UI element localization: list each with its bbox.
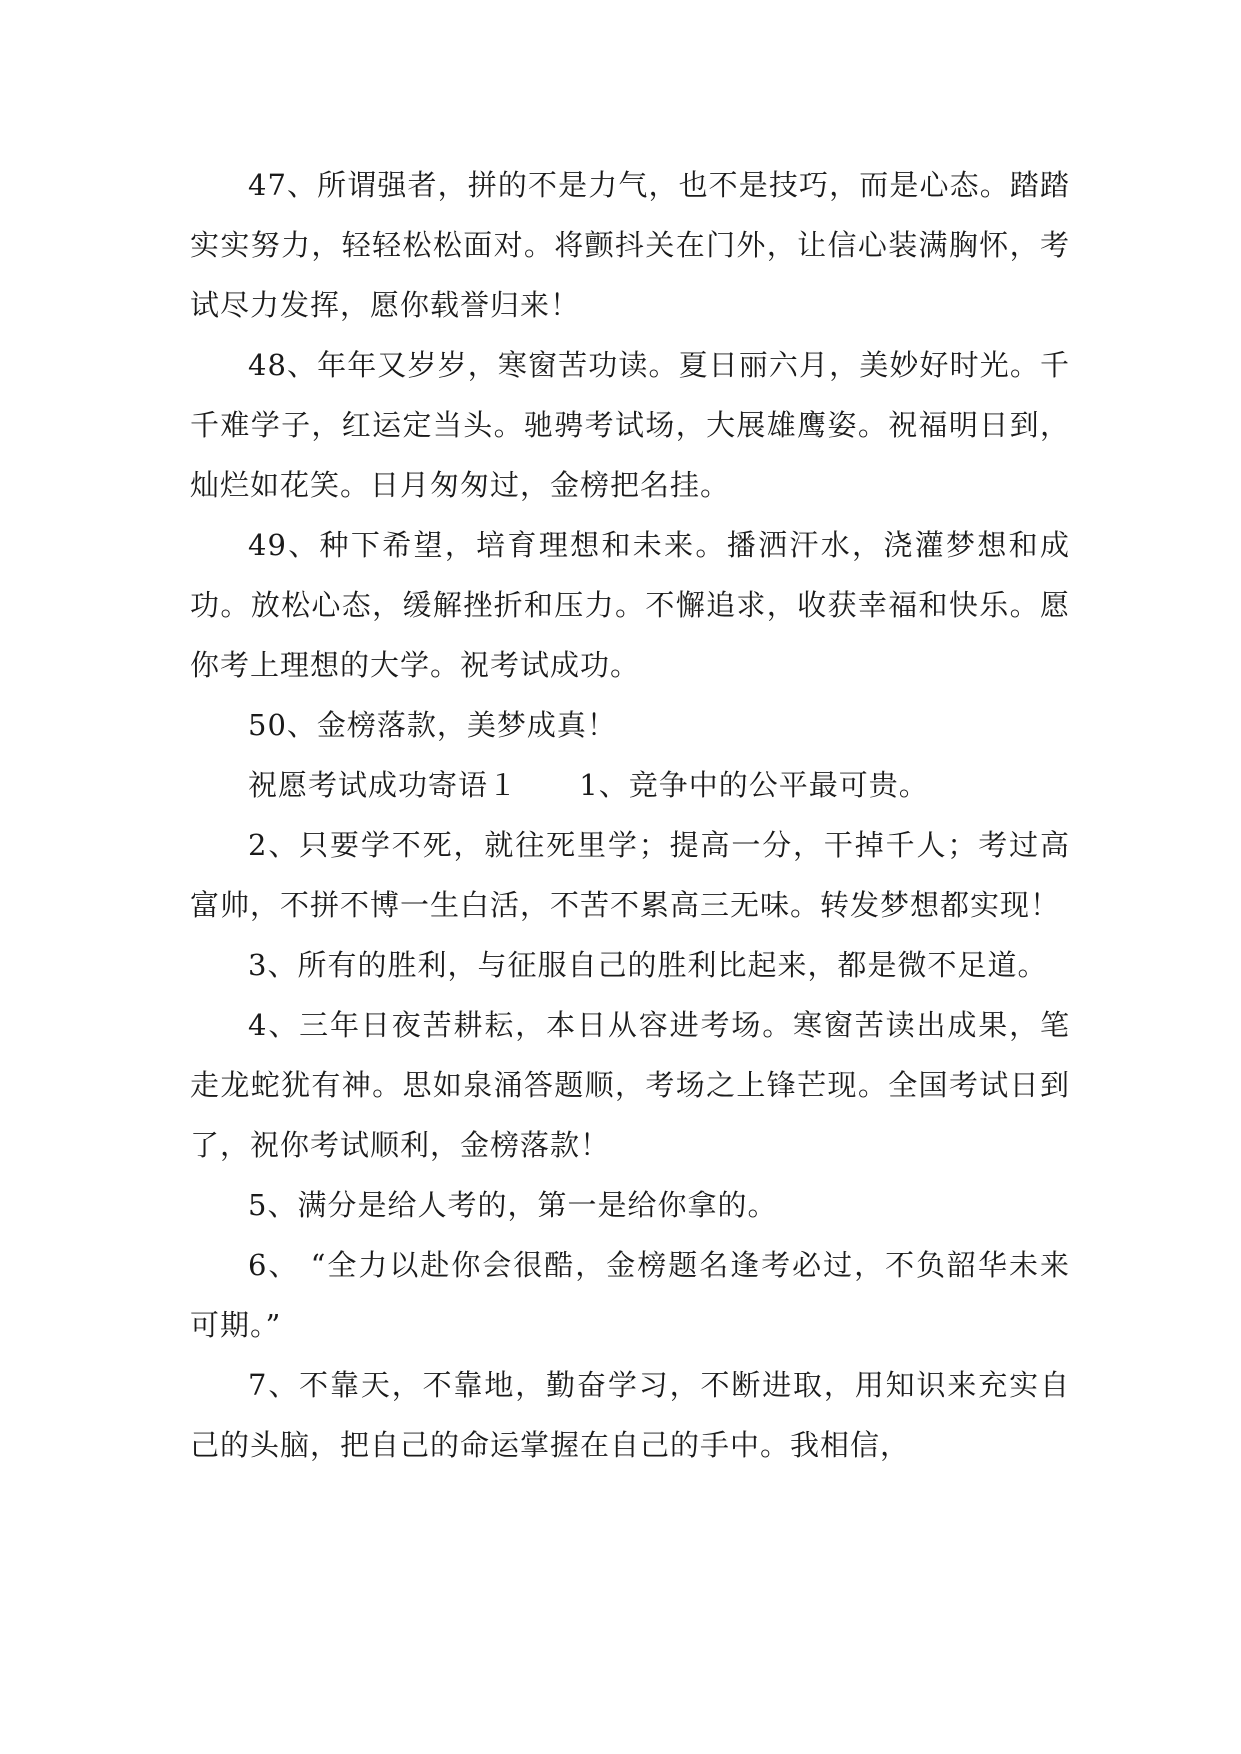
paragraph-50: 50、金榜落款，美梦成真！ [248,708,617,742]
paragraph-5: 5、满分是给人考的，第一是给你拿的。 [248,1188,778,1222]
paragraph-6: 6、 “全力以赴你会很酷，金榜题名逢考必过，不负韶华未来可期。” [190,1248,1070,1342]
paragraph-48: 48、年年又岁岁，寒窗苦功读。夏日丽六月，美妙好时光。千千难学子，红运定当头。驰骋考试场，大展雄鹰姿。祝福明日到，灿烂如花笑。日月匆匆过，金榜把名挂。 [190,348,1070,502]
paragraph-47: 47、所谓强者，拼的不是力气，也不是技巧，而是心态。踏踏实实努力，轻轻松松面对。将颤抖关在门外，让信心装满胸怀，考试尽力发挥，愿你载誉归来！ [190,168,1070,322]
paragraph-4: 4、三年日夜苦耕耘，本日从容进考场。寒窗苦读出成果，笔走龙蛇犹有神。思如泉涌答题顺，考场之上锋芒现。全国考试日到了，祝你考试顺利，金榜落款！ [190,1008,1070,1162]
section-heading-paragraph: 祝愿考试成功寄语１ 1、竞争中的公平最可贵。 [248,768,929,802]
paragraph-3: 3、所有的胜利，与征服自己的胜利比起来，都是微不足道。 [248,948,1048,982]
paragraph-2: 2、只要学不死，就往死里学；提高一分，干掉千人；考过高富帅，不拼不博一生白活，不苦不累高三无味。转发梦想都实现！ [190,828,1070,922]
document-page [190,155,1070,1475]
paragraph-7: 7、不靠天，不靠地，勤奋学习，不断进取，用知识来充实自己的头脑，把自己的命运掌握在自己的手中。我相信， [190,1368,1070,1462]
paragraph-49: 49、种下希望，培育理想和未来。播洒汗水，浇灌梦想和成功。放松心态，缓解挫折和压力。不懈追求，收获幸福和快乐。愿你考上理想的大学。祝考试成功。 [190,528,1070,682]
